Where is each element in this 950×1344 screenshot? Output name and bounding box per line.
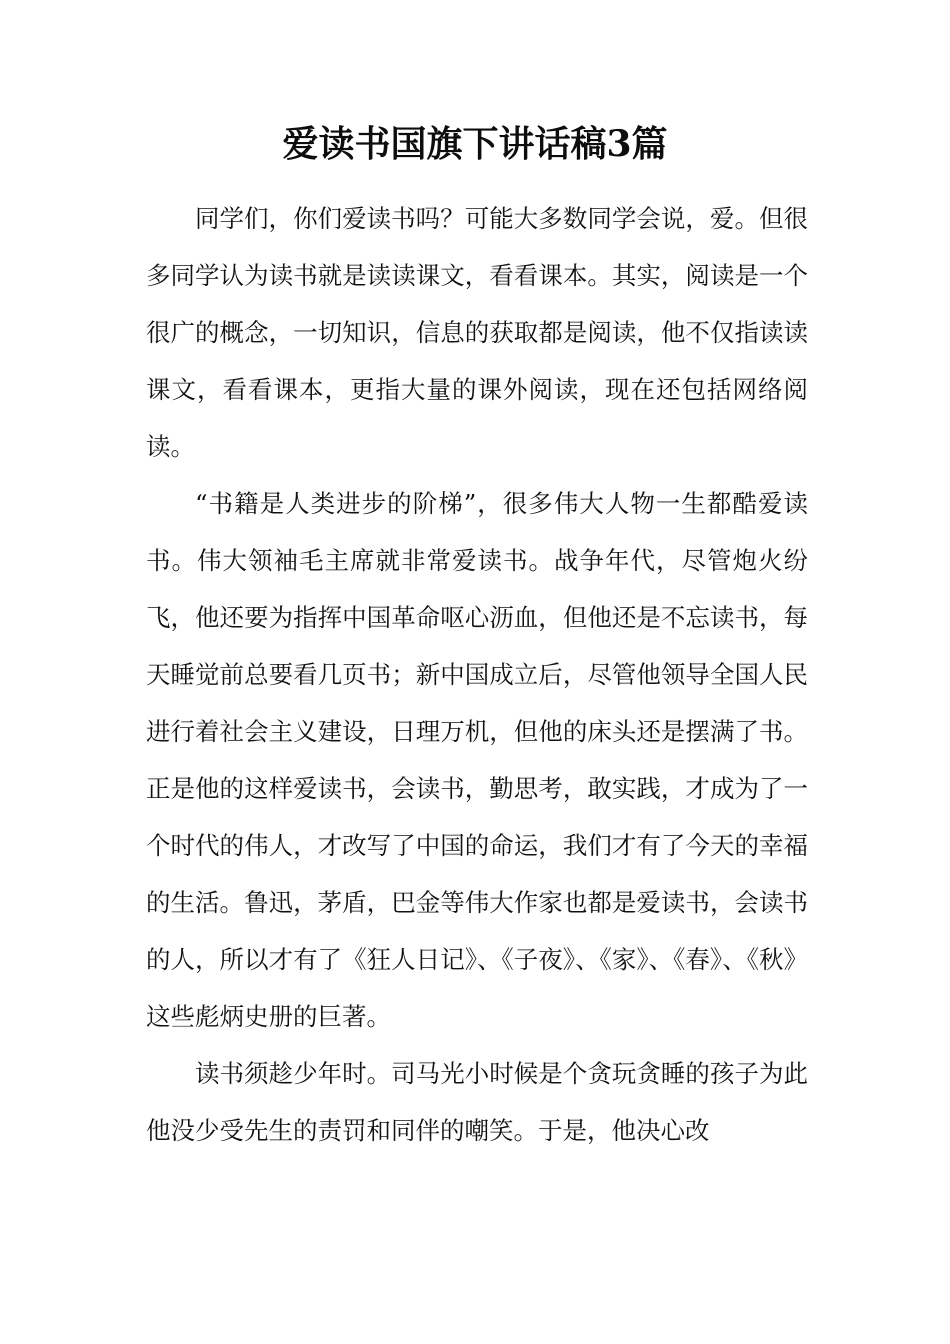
paragraph-1: 同学们，你们爱读书吗？可能大多数同学会说，爱。但很多同学认为读书就是读读课文，看看课本。其实，阅读是一个很广的概念，一切知识，信息的获取都是阅读，他不仅指读读课文，看看课本，更指大量的课外阅读，现在还包括网络阅读。 — [146, 204, 808, 461]
document-body — [146, 190, 808, 1159]
document-title: 爱读书国旗下讲话稿3篇 — [282, 123, 668, 165]
paragraph-3: 读书须趁少年时。司马光小时候是个贪玩贪睡的孩子为此他没少受先生的责罚和同伴的嘲笑。于是，他决心改 — [146, 1059, 808, 1145]
paragraph-2: “书籍是人类进步的阶梯”，很多伟大人物一生都酷爱读书。伟大领袖毛主席就非常爱读书。战争年代，尽管炮火纷飞，他还要为指挥中国革命呕心沥血，但他还是不忘读书，每天睡觉前总要看几页书；新中国成立后，尽管他领导全国人民进行着社会主义建设，日理万机，但他的床头还是摆满了书。正是他的这样爱读书，会读书，勤思考，敢实践，才成为了一个时代的伟人，才改写了中国的命运，我们才有了今天的幸福的生活。鲁迅，茅盾，巴金等伟大作家也都是爱读书，会读书的人，所以才有了《狂人日记》、《子夜》、《家》、《春》、《秋》这些彪炳史册的巨著。 — [146, 489, 808, 1031]
